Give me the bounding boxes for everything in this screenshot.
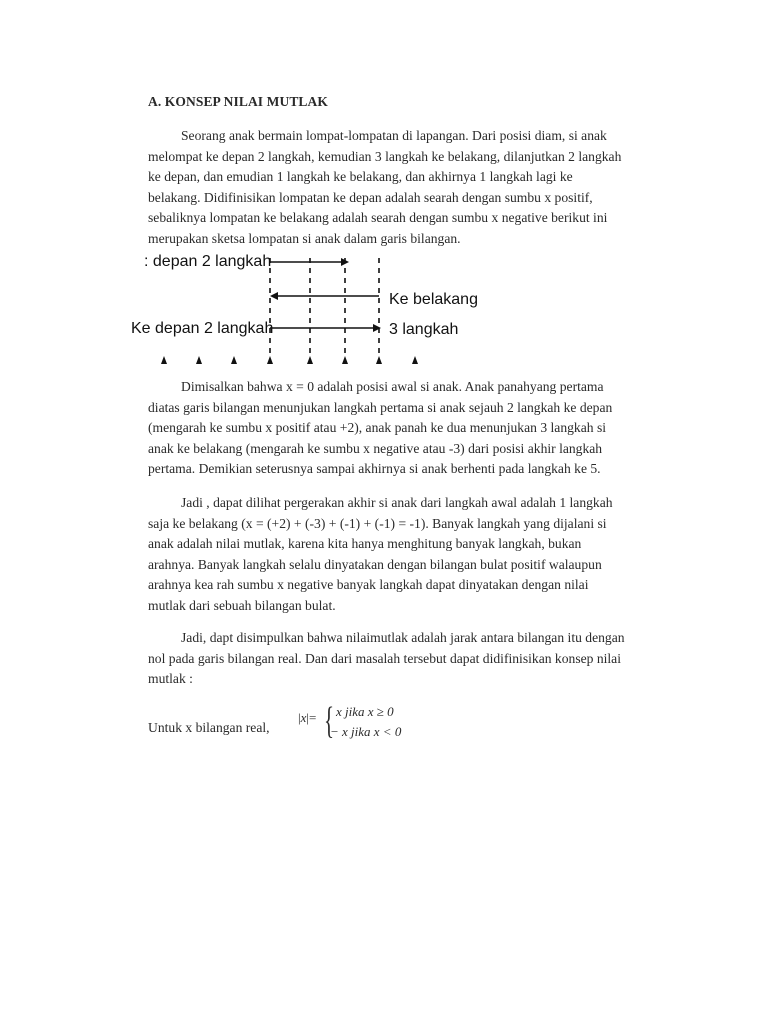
text-line: saja ke belakang (x = (+2) + (-3) + (-1) + (-1) = -1). Banyak langkah yang dijalani si xyxy=(148,515,607,531)
formula-case-negative: − x jika x < 0 xyxy=(330,724,402,739)
figure-label: Ke depan 2 langkah xyxy=(131,320,274,337)
paragraph-intro xyxy=(148,126,648,250)
section-heading: A. KONSEP NILAI MUTLAK xyxy=(148,94,328,109)
piecewise-formula xyxy=(298,700,448,748)
text-line: merupakan sketsa lompatan si anak dalam garis bilangan. xyxy=(148,230,461,246)
number-line-marker xyxy=(307,356,313,364)
text-line: nol pada garis bilangan real. Dan dari masalah tersebut dapat didifinisikan konsep nilai xyxy=(148,650,621,666)
text-line: mutlak : xyxy=(148,671,193,687)
text-line: (mengarah ke sumbu x positif atau +2), anak panah ke dua menunjukan 3 langkah si xyxy=(148,420,607,436)
text-line: arahnya kea rah sumbu x negative banyak langkah dapat dinyatakan dengan nilai xyxy=(148,577,589,593)
text-line: pertama. Demikian seterusnya sampai akhirnya si anak berhenti pada langkah ke 5. xyxy=(148,461,601,477)
number-line-marker xyxy=(196,356,202,364)
text-line: ke depan, dan emudian 1 langkah ke belakang, dan akhirnya 1 langkah lagi ke xyxy=(148,169,573,185)
figure-label: Ke belakang xyxy=(389,291,478,308)
figure-label: : depan 2 langkah xyxy=(144,253,272,270)
figure-label: 3 langkah xyxy=(389,321,459,338)
text-line: Jadi, dapt disimpulkan bahwa nilaimutlak adalah jarak antara bilangan itu dengan xyxy=(181,630,625,645)
number-line-marker xyxy=(412,356,418,364)
paragraph-summary xyxy=(148,628,648,690)
paragraph-conclusion xyxy=(148,493,648,617)
absolute-value-definition xyxy=(148,700,468,750)
text-line: arahnya. Banyak langkah selalu dinyatakan dengan bilangan bulat positif walaupun xyxy=(148,556,602,572)
number-line-marker xyxy=(376,356,382,364)
text-line: mutlak dari sebuah bilangan bulat. xyxy=(148,597,336,613)
text-line: diatas garis bilangan menunjukan langkah pertama si anak sejauh 2 langkah ke depan xyxy=(148,399,613,415)
text-line: melompat ke depan 2 langkah, kemudian 3 langkah ke belakang, dilanjutkan 2 langkah xyxy=(148,148,622,164)
formula-variable: x xyxy=(300,710,307,725)
text-line: anak adalah nilai mutlak, karena kita hanya menghitung banyak langkah, bukan xyxy=(148,536,582,552)
paragraph-explanation xyxy=(148,377,648,480)
left-brace: { xyxy=(324,700,335,742)
text-line: sebaliknya lompatan ke belakang adalah searah dengan sumbu x negative berikut ini xyxy=(148,210,608,226)
definition-label: Untuk x bilangan real, xyxy=(148,720,270,735)
text-line: anak ke belakang (mengarah ke sumbu x negative atau -3) dari posisi akhir langkah xyxy=(148,440,603,456)
formula-case-positive: x jika x ≥ 0 xyxy=(336,704,394,719)
number-line-marker xyxy=(267,356,273,364)
text-line: belakang. Didifinisikan lompatan ke depan adalah searah dengan sumbu x positif, xyxy=(148,189,593,205)
text-line: Seorang anak bermain lompat-lompatan di lapangan. Dari posisi diam, si anak xyxy=(181,128,607,143)
number-line-figure xyxy=(131,253,478,364)
formula-lhs: |x|= xyxy=(298,710,317,725)
text-line: Jadi , dapat dilihat pergerakan akhir si anak dari langkah awal adalah 1 langkah xyxy=(181,495,613,510)
arrow-head-left xyxy=(270,292,278,300)
number-line-marker xyxy=(342,356,348,364)
text-line: Dimisalkan bahwa x = 0 adalah posisi awal si anak. Anak panahyang pertama xyxy=(181,379,604,394)
number-line-marker xyxy=(161,356,167,364)
number-line-marker xyxy=(231,356,237,364)
